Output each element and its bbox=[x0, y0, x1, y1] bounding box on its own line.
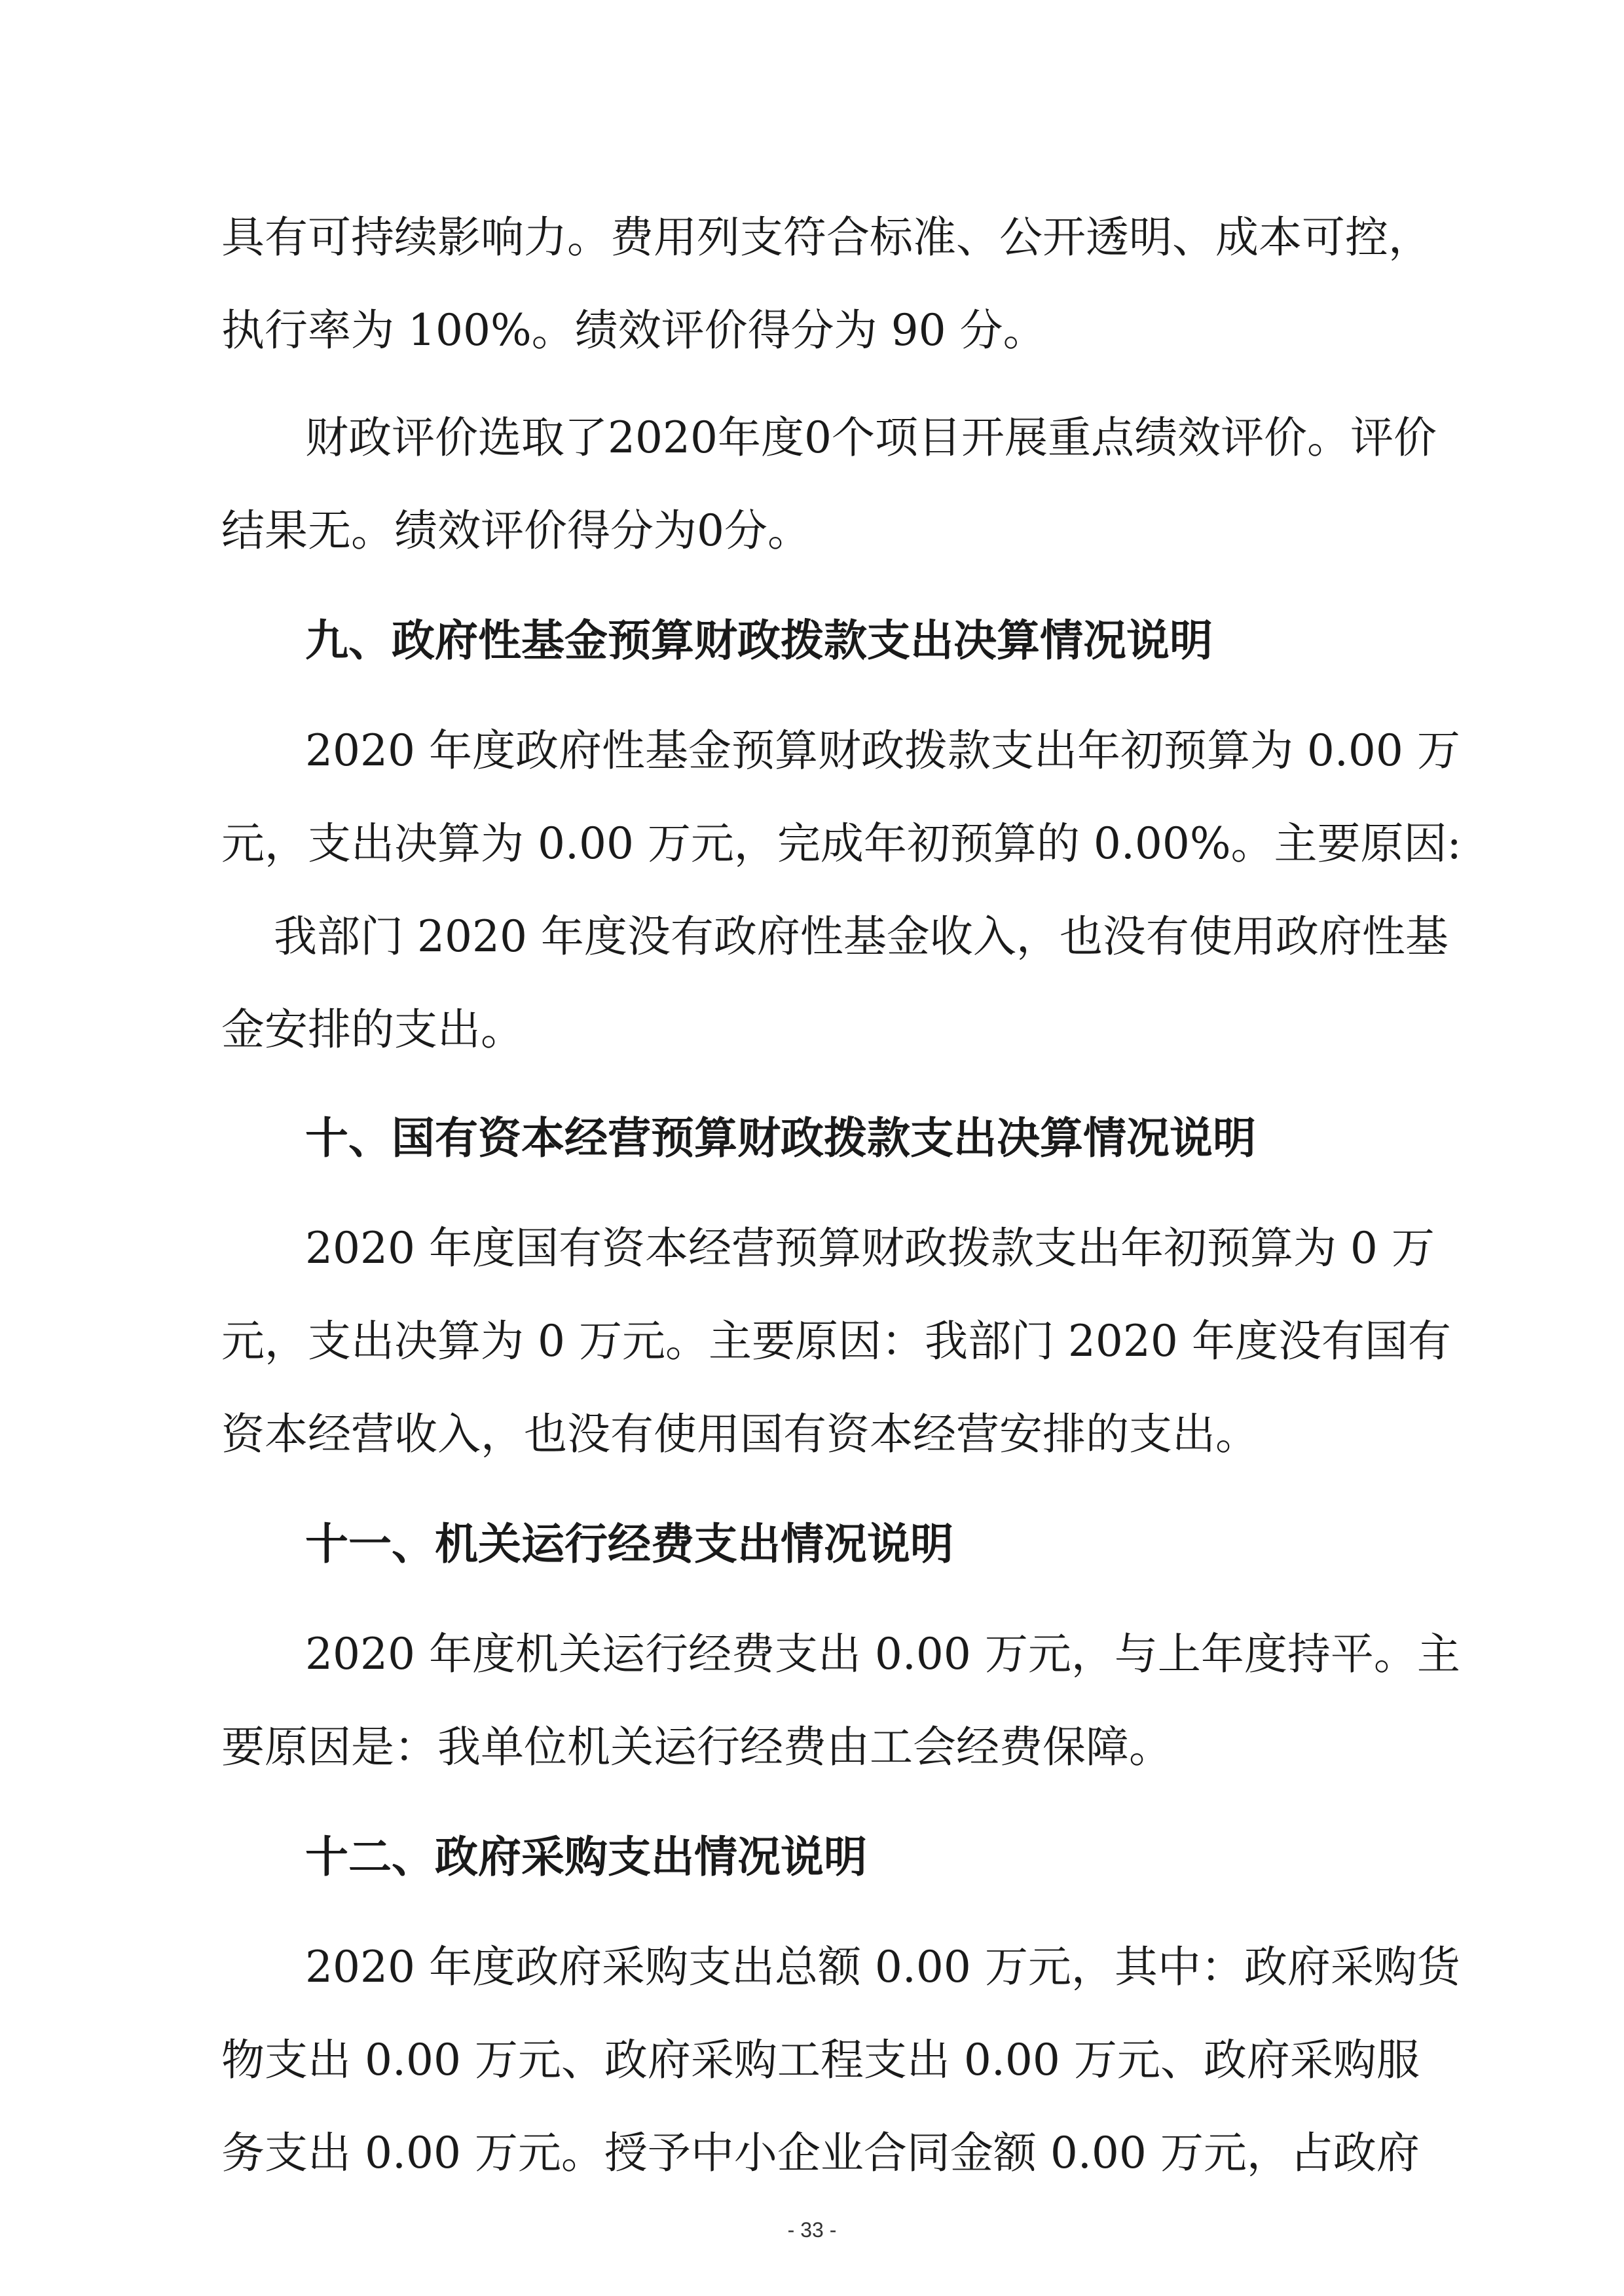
paragraph-line: 金安排的支出。 bbox=[221, 1004, 524, 1055]
paragraph-line: 资本经营收入，也没有使用国有资本经营安排的支出。 bbox=[221, 1409, 1259, 1459]
paragraph-line: 2020 年度机关运行经费支出 0.00 万元，与上年度持平。主 bbox=[305, 1629, 1460, 1679]
section-heading: 十、国有资本经营预算财政拨款支出决算情况说明 bbox=[305, 1113, 1256, 1163]
paragraph-line: 2020 年度政府采购支出总额 0.00 万元，其中：政府采购货 bbox=[305, 1942, 1460, 1992]
section-heading: 十二、政府采购支出情况说明 bbox=[305, 1832, 867, 1882]
paragraph-line: 具有可持续影响力。费用列支符合标准、公开透明、成本可控， bbox=[221, 212, 1431, 263]
paragraph-line: 我部门 2020 年度没有政府性基金收入，也没有使用政府性基 bbox=[274, 911, 1449, 962]
paragraph-line: 执行率为 100%。绩效评价得分为 90 分。 bbox=[221, 305, 1046, 355]
page-number: - 33 - bbox=[787, 2218, 837, 2242]
paragraph-line: 务支出 0.00 万元。授予中小企业合同金额 0.00 万元，占政府 bbox=[221, 2128, 1420, 2178]
section-heading: 十一、机关运行经费支出情况说明 bbox=[305, 1519, 953, 1569]
paragraph-line: 财政评价选取了2020年度0个项目开展重点绩效评价。评价 bbox=[305, 412, 1437, 463]
paragraph-line: 2020 年度国有资本经营预算财政拨款支出年初预算为 0 万 bbox=[305, 1223, 1435, 1273]
paragraph-line: 2020 年度政府性基金预算财政拨款支出年初预算为 0.00 万 bbox=[305, 725, 1460, 776]
section-heading: 九、政府性基金预算财政拨款支出决算情况说明 bbox=[305, 615, 1213, 666]
paragraph-line: 元，支出决算为 0 万元。主要原因：我部门 2020 年度没有国有 bbox=[221, 1316, 1451, 1366]
paragraph-line: 结果无。绩效评价得分为0分。 bbox=[221, 505, 811, 556]
paragraph-line: 元，支出决算为 0.00 万元，完成年初预算的 0.00%。主要原因: bbox=[221, 818, 1462, 869]
paragraph-line: 要原因是：我单位机关运行经费由工会经费保障。 bbox=[221, 1722, 1172, 1772]
paragraph-line: 物支出 0.00 万元、政府采购工程支出 0.00 万元、政府采购服 bbox=[221, 2035, 1420, 2085]
